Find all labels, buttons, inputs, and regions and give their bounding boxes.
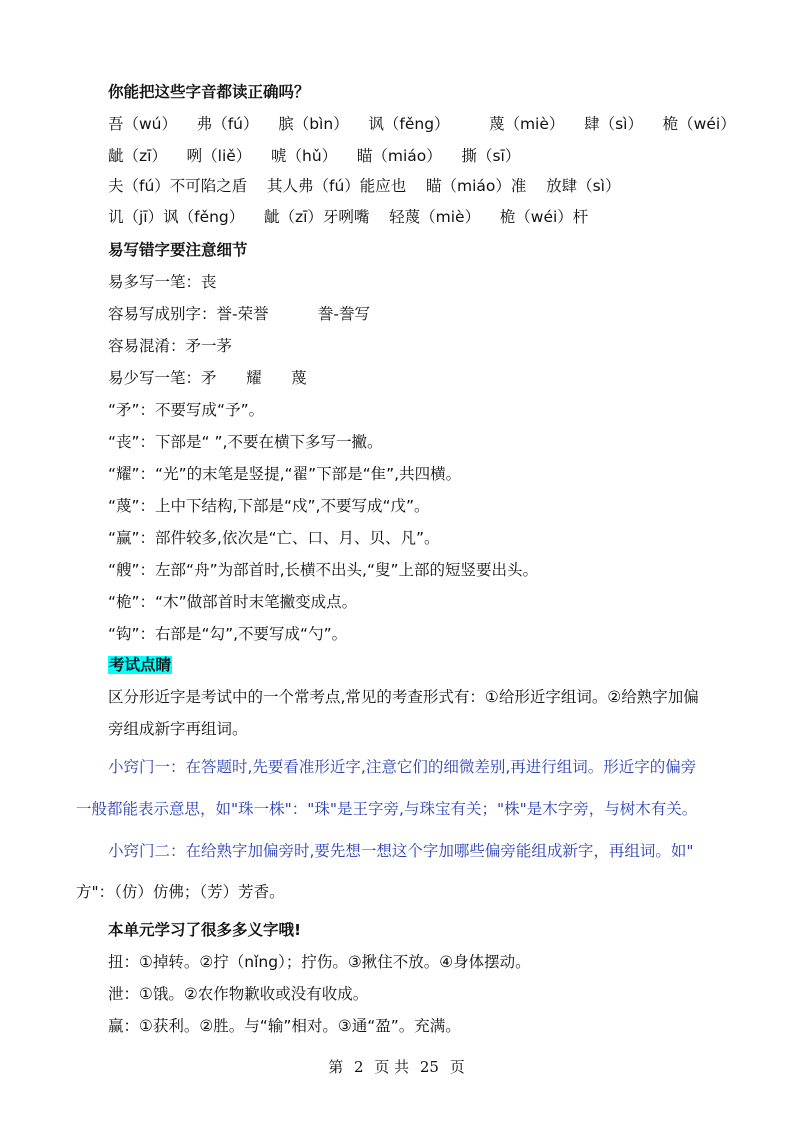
pinyin-line: 龇（zī） 咧（liě） 唬（hǔ） 瞄（miáo） 撕（sī） — [108, 147, 521, 165]
section-title-polysemy: 本单元学习了很多多义字哦! — [108, 921, 302, 939]
tip-line: 小窍门二：在给熟字加偏旁时,要先想一想这个字加哪些偏旁能组成新字，再组词。如" — [108, 842, 694, 860]
detail-line: 易多写一笔：丧 — [108, 273, 217, 291]
detail-line: “桅”：“木”做部首时末笔撇变成点。 — [108, 593, 358, 611]
exam-intro-line: 区分形近字是考试中的一个常考点,常见的考查形式有：①给形近字组词。②给熟字加偏 — [108, 688, 699, 706]
pinyin-line: 吾（wú） 弗（fú） 膑（bìn） 讽（fěng） 蔑（miè） 肆（sì） 桅（wéi） — [108, 115, 736, 133]
section-title-error-prone: 易写错字要注意细节 — [108, 241, 248, 259]
footer-total-pages: 25 — [419, 1058, 439, 1076]
section-title-exam: 考试点睛 — [109, 656, 172, 674]
detail-line: “赢”：部件较多,依次是“亡、口、月、贝、凡”。 — [108, 529, 440, 547]
detail-line: 容易混淆：矛一茅 — [108, 337, 233, 355]
tip-line: 方"：（仿）仿佛；（芳）芳香。 — [76, 883, 285, 901]
page-footer — [0, 1056, 793, 1077]
footer-suffix: 页 — [449, 1058, 465, 1076]
footer-prefix: 第 — [328, 1058, 344, 1076]
detail-line: “钩”：右部是“勾”,不要写成“勺”。 — [108, 625, 348, 643]
exam-title-wrap — [108, 655, 172, 675]
detail-line: “丧”：下部是“ ”,不要在横下多写一撇。 — [108, 433, 383, 451]
detail-line: 容易写成别字：誉-荣誉 誊-誊写 — [108, 305, 370, 323]
meaning-line: 赢：①获利。②胜。与“输”相对。③通“盈”。充满。 — [108, 1017, 461, 1035]
detail-line: “矛”：不要写成“予”。 — [108, 401, 265, 419]
tip-line: 一般都能表示意思，如"珠一株"："珠"是王字旁,与珠宝有关；"株"是木字旁，与树木有关。 — [76, 800, 698, 818]
footer-mid: 页 共 — [374, 1058, 410, 1076]
pinyin-line: 夫（fú）不可陷之盾 其人弗（fú）能应也 瞄（miáo）准 放肆（sì） — [108, 177, 621, 195]
exam-intro-line: 旁组成新字再组词。 — [108, 720, 248, 738]
section-title-pronunciation: 你能把这些字音都读正确吗？ — [108, 83, 310, 101]
detail-line: “蔑”：上中下结构,下部是“戍”,不要写成“戊”。 — [108, 497, 430, 515]
detail-line: 易少写一笔：矛 耀 蔑 — [108, 369, 307, 387]
detail-line: “艘”：左部“舟”为部首时,长横不出头,“叟”上部的短竖要出头。 — [108, 561, 539, 579]
meaning-line: 扭：①掉转。②拧（nǐng）；拧伤。③揪住不放。④身体摆动。 — [108, 953, 531, 971]
detail-line: “耀”：“光”的末笔是竖提,“翟”下部是“隹”,共四横。 — [108, 465, 462, 483]
meaning-line: 泄：①饿。②农作物歉收或没有收成。 — [108, 985, 369, 1003]
pinyin-line: 讥（jī）讽（fěng） 龇（zī）牙咧嘴 轻蔑（miè） 桅（wéi）杆 — [108, 208, 589, 226]
footer-page-number: 2 — [354, 1058, 364, 1076]
tip-line: 小窍门一：在答题时,先要看准形近字,注意它们的细微差别,再进行组词。形近字的偏旁 — [108, 758, 697, 776]
